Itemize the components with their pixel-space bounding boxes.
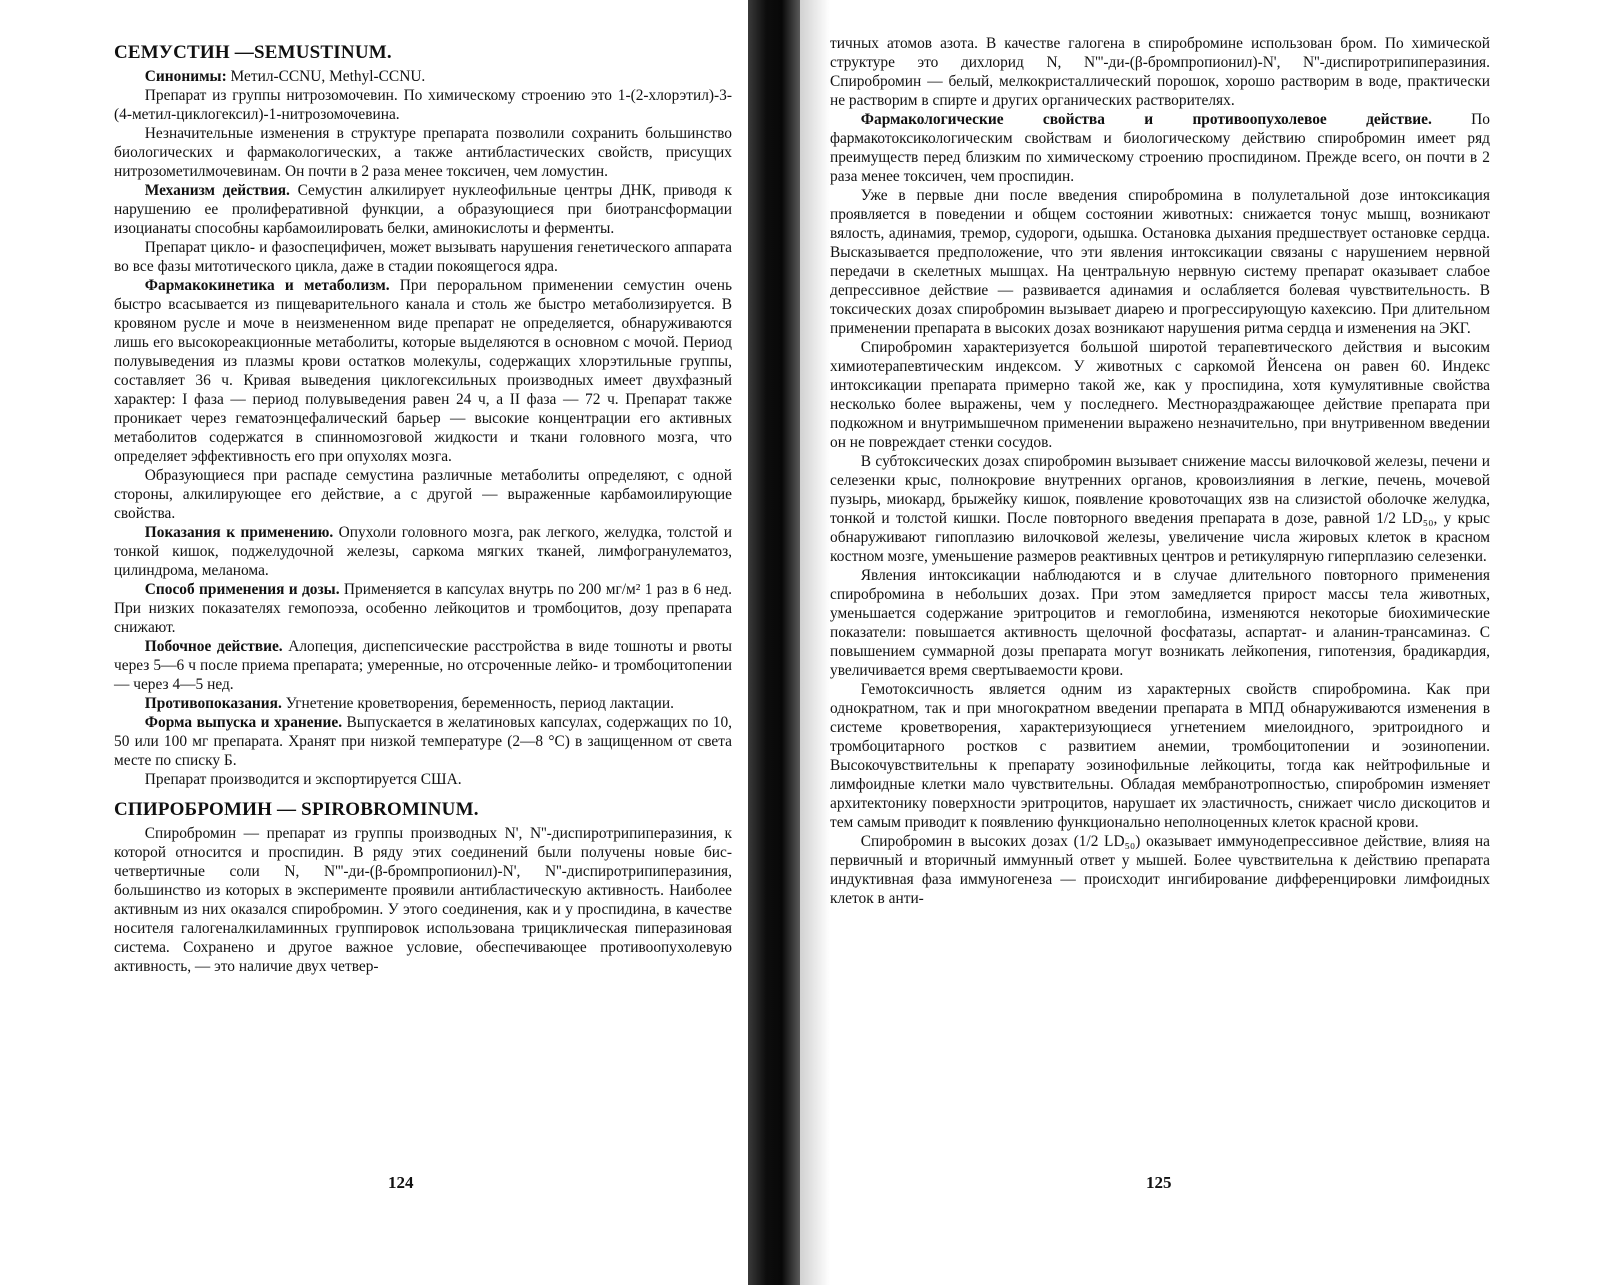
paragraph-lead: Противопоказания. — [144, 695, 282, 712]
paragraph — [114, 770, 732, 789]
paragraph-text: Явления интоксикации наблюдаются и в случае длительного повторного применения спиробромина в небольших дозах. При этом замедляется прирост массы тела животных, уменьшается содержание эритроцитов и гемоглобина, изменяются некоторые биохимические показатели: повышается активность щелочной фосфатазы, аспартат- и аланин-трансаминаз. С повышением суммарной дозы препарата могут возникать лейкопения, гипотензия, брадикардия, увеличивается время свертываемости крови. — [830, 567, 1490, 679]
paragraph — [830, 566, 1490, 680]
section-title: СПИРОБРОМИН — SPIROBROMINUM. — [114, 799, 479, 820]
paragraph — [114, 713, 732, 770]
paragraph — [830, 452, 1490, 566]
paragraph — [830, 338, 1490, 452]
page-number: 124 — [388, 1173, 414, 1192]
paragraph — [114, 86, 732, 124]
right-page — [830, 34, 1490, 908]
paragraph-lead: Синонимы: — [144, 68, 227, 85]
paragraph — [830, 186, 1490, 338]
section-body — [114, 824, 732, 976]
paragraph-lead: Механизм действия. — [144, 182, 290, 199]
paragraph — [114, 276, 732, 466]
paragraph-text: Уже в первые дни после введения спиробромина в полулетальной дозе интоксикация проявляется в поведении и общем состоянии животных: снижается тонус мышц, возникают вялость, адинамия, тремор, судороги, одышка. Остановка дыхания предшествует остановке сердца. Высказывается предположение, что эти явления интоксикации связаны с нарушением нервной передачи в скелетных мышцах. На центральную нервную систему препарат оказывает слабое депрессивное действие — развивается адинамия и ослабляется болевая чувствительность. В токсических дозах спиробромин вызывает диарею и прогрессирующую кахексию. При длительном применении препарата в высоких дозах возникают нарушения ритма сердца и изменения на ЭКГ. — [830, 187, 1490, 337]
paragraph — [114, 67, 732, 86]
paragraph-text: При пероральном применении семустин очень быстро всасывается из пищеварительного канала и столь же быстро метаболизируется. В кровяном русле и моче в неизмененном виде препарат не определяется, обнаруживаются лишь его высокореакционные метаболиты, которые выделяются в основном с мочой. Период полувыведения из плазмы крови остатков молекулы, содержащих хлорэтильные группы, составляет 36 ч. Кривая выведения циклогексильных производных имеет двухфазный характер: I фаза — период полувыведения равен 24 ч, а II фаза — 72 ч. Препарат также проникает через гематоэнцефалический барьер — высокие концентрации его активных метаболитов содержатся в спинномозговой жидкости и ткани головного мозга, что определяет эффективность его при опухолях мозга. — [114, 277, 732, 465]
paragraph-text: Гемотоксичность является одним из характерных свойств спиробромина. Как при однократном, так и при многократном введении препарата в МПД обнаруживаются изменения в системе кроветворения, характеризующиеся угнетением миелоидного, эритроидного и тромбоцитарного ростков с развитием анемии, тромбоцитопении и эозинопении. Высокочувствительны к препарату эозинофильные лейкоциты, тогда как нейтрофильные и лимфоидные клетки мало чувствительны. Обладая мембранотропностью, спиробромин изменяет архитектонику поверхности эритроцитов, нарушает их эластичность, снижает число дискоцитов и тем самым приводит к появлению функционально неполноценных клеток красной крови. — [830, 681, 1490, 831]
paragraph-text: Препарат производится и экспортируется США. — [144, 771, 462, 788]
paragraph-lead: Фармакологические свойства и противоопухолевое действие. — [860, 111, 1432, 128]
paragraph-text: Метил-CCNU, Methyl-CCNU. — [226, 68, 426, 85]
paragraph-lead: Форма выпуска и хранение. — [144, 714, 343, 731]
paragraph-lead: Показания к применению. — [144, 524, 334, 541]
paragraph — [114, 181, 732, 238]
paragraph-text: Спиробромин — препарат из группы производных N', N''-диспиротрипиперазиния, к которой относится и проспидин. В ряду этих соединений были получены новые бис-четвертичные соли N, N'''-ди-(β-бромпропионил)-N', N''-диспиротрипиперазиния, большинство из которых в эксперименте проявили антибластическую активность. Наиболее активным из них оказался спиробромин. У этого соединения, как и у проспидина, в качестве носителя галогеналкиламинных группировок использована трициклическая пиперазиновая система. Сохранено и другое важное условие, обеспечивающее противоопухолевую активность, — это наличие двух четвер- — [114, 825, 732, 975]
left-page — [114, 34, 732, 976]
paragraph-text: Спиробромин характеризуется большой широтой терапевтического действия и высоким химиотерапевтическим индексом. У животных с саркомой Йенсена он равен 60. Индекс интоксикации препарата примерно такой же, как у проспидина, хотя кумулятивные свойства несколько более выражены, чем у последнего. Местнораздражающее действие препарата при подкожном и внутримышечном применении выражено незначительно, при внутривенном введении он не повреждает стенки сосудов. — [830, 339, 1490, 451]
paragraph — [114, 124, 732, 181]
paragraph — [114, 694, 732, 713]
page-number: 125 — [1146, 1173, 1172, 1192]
section-body — [114, 67, 732, 789]
paragraph-text: Выпускается в желатиновых капсулах, содержащих по 10, 50 или 100 мг препарата. Хранят при низкой температуре (2—8 °С) в защищенном от света месте по списку Б. — [114, 714, 732, 769]
paragraph-text: Опухоли головного мозга, рак легкого, желудка, толстой и тонкой кишок, поджелудочной железы, саркома мягких тканей, лимфогранулематоз, цилиндрома, меланома. — [114, 524, 732, 579]
page-body — [830, 34, 1490, 908]
paragraph — [830, 110, 1490, 186]
section-title: СЕМУСТИН —SEMUSTINUM. — [114, 42, 392, 63]
paragraph-text: В субтоксических дозах спиробромин вызывает снижение массы вилочковой железы, печени и селезенки крыс, полнокровие внутренних органов, кровоизлияния в легкие, печень, мочевой пузырь, миокард, брыжейку кишок, появление кровоточащих язв на слизистой оболочке желудка, тонкой и толстой кишки. После повторного введения препарата в дозе, равной 1/2 LD₅₀, у крыс обнаруживают гипоплазию вилочковой железы, увеличение числа жировых клеток в красном костном мозге, уменьшение размеров реактивных центров и ретикулярную гиперплазию селезенки. — [830, 453, 1490, 565]
paragraph — [830, 680, 1490, 832]
book-gutter — [748, 0, 800, 1285]
paragraph-text: По фармакотоксикологическим свойствам и биологическому действию спиробромин имеет ряд преимуществ перед близким по химическому строению проспидином. Прежде всего, он почти в 2 раза менее токсичен, чем проспидин. — [830, 111, 1490, 185]
paragraph-text: Препарат из группы нитрозомочевин. По химическому строению это 1-(2-хлорэтил)-3-(4-метил-циклогексил)-1-нитрозомочевина. — [114, 87, 732, 123]
paragraph-text: Незначительные изменения в структуре препарата позволили сохранить большинство биологических и фармакологических, а также антибластических свойств, присущих нитрозометилмочевинам. Он почти в 2 раза менее токсичен, чем ломустин. — [114, 125, 732, 180]
paragraph-text: Спиробромин в высоких дозах (1/2 LD₅₀) оказывает иммунодепрессивное действие, влияя на первичный и вторичный иммунный ответ у мышей. Более чувствительна к действию препарата индуктивная фаза иммуногенеза — происходит ингибирование дифференцировки лимфоидных клеток в анти- — [830, 833, 1490, 907]
paragraph — [830, 832, 1490, 908]
paragraph-text: Угнетение кроветворения, беременность, период лактации. — [281, 695, 674, 712]
paragraph-lead: Побочное действие. — [144, 638, 283, 655]
paragraph — [114, 580, 732, 637]
paragraph — [114, 238, 732, 276]
paragraph — [114, 466, 732, 523]
paragraph-lead: Способ применения и дозы. — [144, 581, 340, 598]
paragraph-text: Препарат цикло- и фазоспецифичен, может вызывать нарушения генетического аппарата во все фазы митотического цикла, даже в стадии покоящегося ядра. — [114, 239, 732, 275]
paragraph — [114, 523, 732, 580]
paragraph-text: Семустин алкилирует нуклеофильные центры ДНК, приводя к нарушению ее пролиферативной функции, а образующиеся при биотрансформации изоцианаты способны карбамоилировать белки, аминокислоты и ферменты. — [114, 182, 733, 237]
paragraph-text: тичных атомов азота. В качестве галогена в спиробромине использован бром. По химической структуре это дихлорид N, N'''-ди-(β-бромпропионил)-N', N''-диспиротрипиперазиния. Спиробромин — белый, мелкокристаллический порошок, хорошо растворим в воде, практически не растворим в спирте и других органических растворителях. — [830, 35, 1490, 109]
paragraph-text: Применяется в капсулах внутрь по 200 мг/м² 1 раз в 6 нед. При низких показателях гемопоэза, особенно лейкоцитов и тромбоцитов, дозу препарата снижают. — [114, 581, 732, 636]
paragraph — [114, 824, 732, 976]
gutter-shadow — [800, 0, 830, 1285]
paragraph — [114, 637, 732, 694]
paragraph-text: Образующиеся при распаде семустина различные метаболиты определяют, с одной стороны, алкилирующее его действие, а с другой — выраженные карбамоилирующие свойства. — [114, 467, 732, 522]
paragraph-lead: Фармакокинетика и метаболизм. — [144, 277, 390, 294]
paragraph — [830, 34, 1490, 110]
paragraph-text: Алопеция, диспепсические расстройства в виде тошноты и рвоты через 5—6 ч после приема препарата; умеренные, но отсроченные лейко- и тромбоцитопении — через 4—5 нед. — [114, 638, 732, 693]
